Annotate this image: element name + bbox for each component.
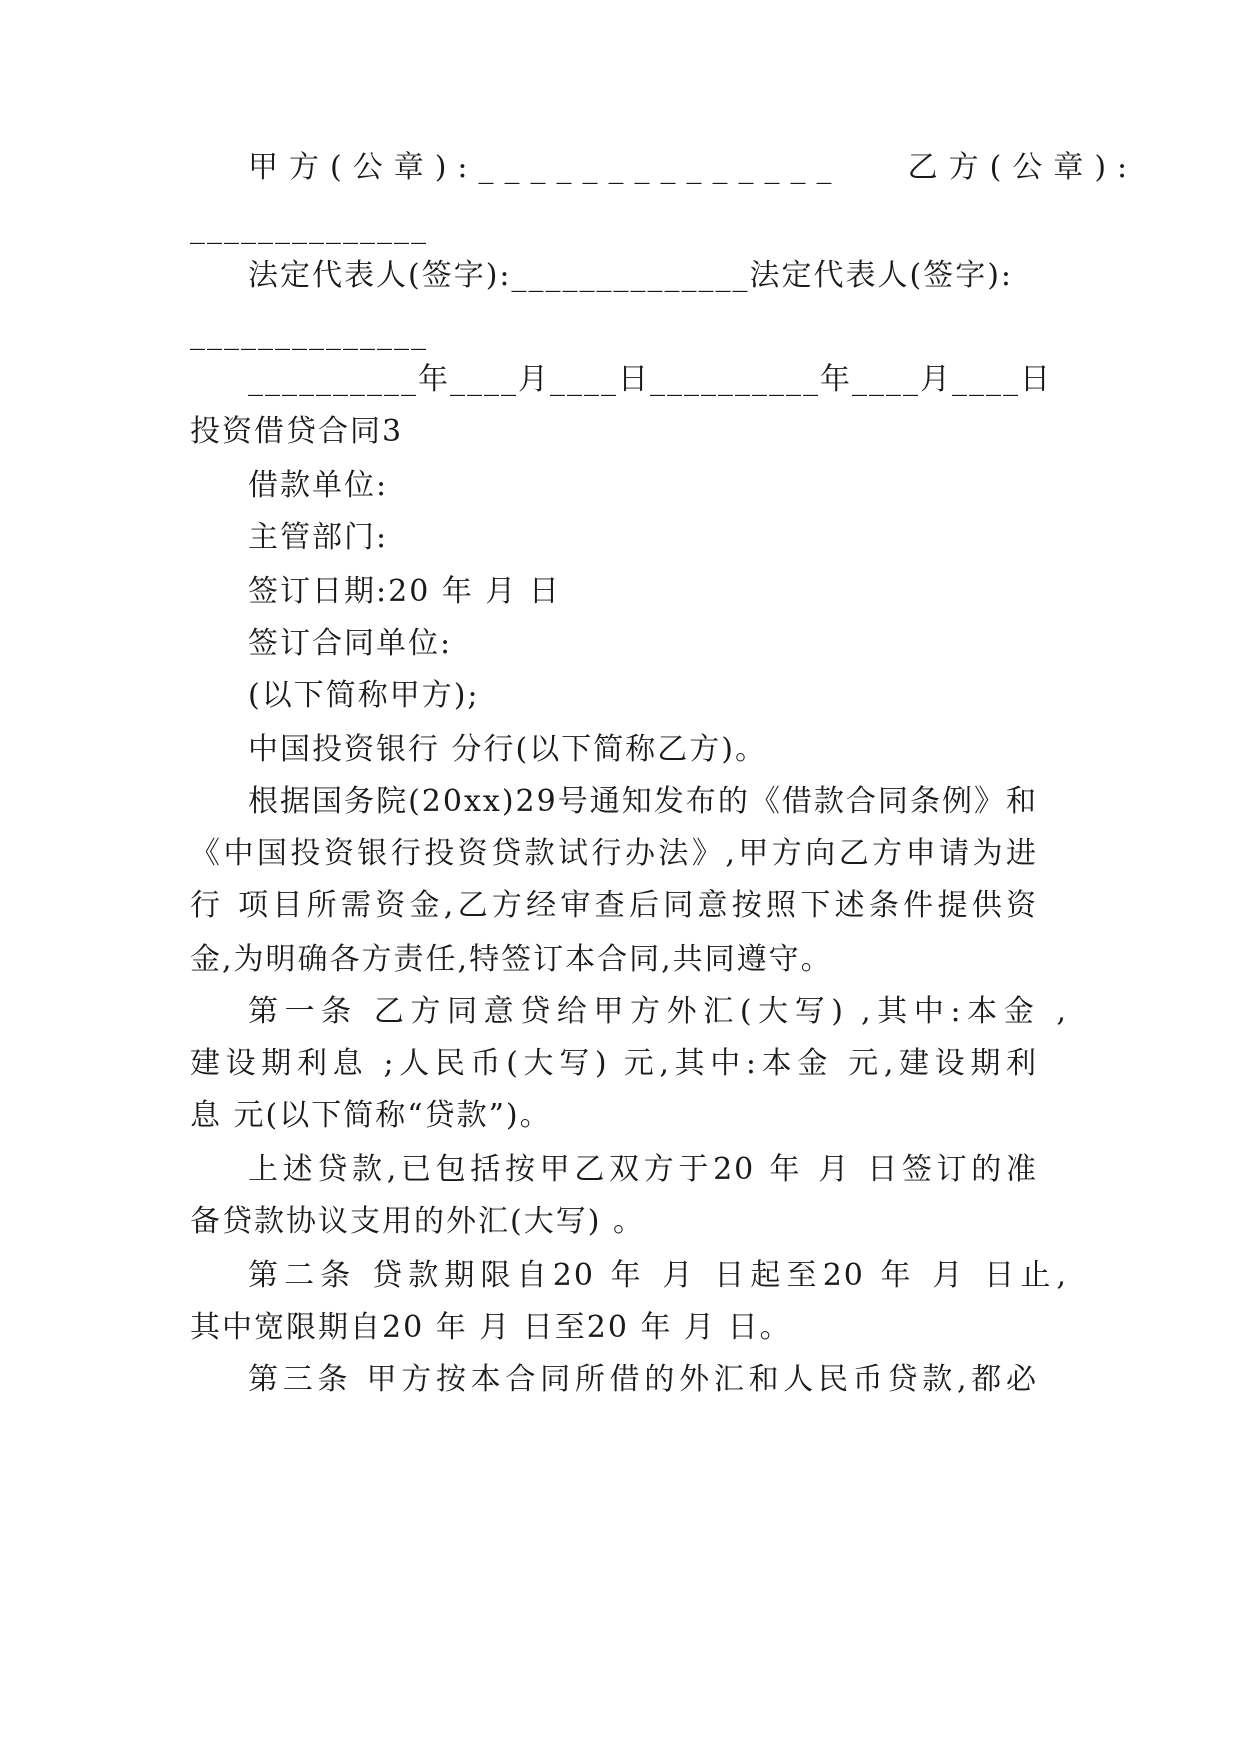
article3-line-1: 第三条 甲方按本合同所借的外汇和人民币贷款,都必 [248,1362,1038,1397]
article1-note-line-2: 备贷款协议支用的外汇(大写) 。 [190,1204,645,1239]
article1-line-2: 建设期利息 ;人民币(大写) 元,其中:本金 元,建设期利 [190,1046,1038,1081]
article2-line-1: 第二条 贷款期限自20 年 月 日起至20 年 月 日止, [248,1258,1068,1293]
legal-representative-line: 法定代表人(签字):______________法定代表人(签字): [248,258,1014,293]
borrower-field: 借款单位: [248,468,389,503]
article1-line-3: 息 元(以下简称“贷款”)。 [190,1098,552,1133]
article1-line-1: 第一条 乙方同意贷给甲方外汇(大写) ,其中:本金 , [248,994,1068,1029]
preamble-line-3: 行 项目所需资金,乙方经审查后同意按照下述条件提供资 [190,888,1038,923]
article1-note-line-1: 上述贷款,已包括按甲乙双方于20 年 月 日签订的准 [248,1152,1038,1187]
party-a-seal-line [248,148,1139,188]
preamble-line-2: 《中国投资银行投资贷款试行办法》,甲方向乙方申请为进 [190,836,1038,871]
contract-title: 投资借贷合同3 [190,414,404,449]
legal-representative-blank: ______________ [190,316,428,351]
department-field: 主管部门: [248,520,389,555]
party-b-seal: 乙方(公章): [907,150,1139,185]
party-b-alias: 中国投资银行 分行(以下简称乙方)。 [248,732,767,767]
signing-unit-field: 签订合同单位: [248,626,453,661]
preamble-line-4: 金,为明确各方责任,特签订本合同,共同遵守。 [190,942,833,977]
article2-line-2: 其中宽限期自20 年 月 日至20 年 月 日。 [190,1310,792,1345]
sign-date-field: 签订日期:20 年 月 日 [248,574,561,609]
signature-date-line: __________年____月____日__________年____月____日 [248,362,1052,397]
preamble-line-1: 根据国务院(20xx)29号通知发布的《借款合同条例》和 [248,784,1038,819]
party-b-seal-blank: ______________ [190,210,428,245]
party-a-seal: 甲方(公章):______________ [248,150,843,185]
party-a-alias: (以下简称甲方); [248,678,480,713]
